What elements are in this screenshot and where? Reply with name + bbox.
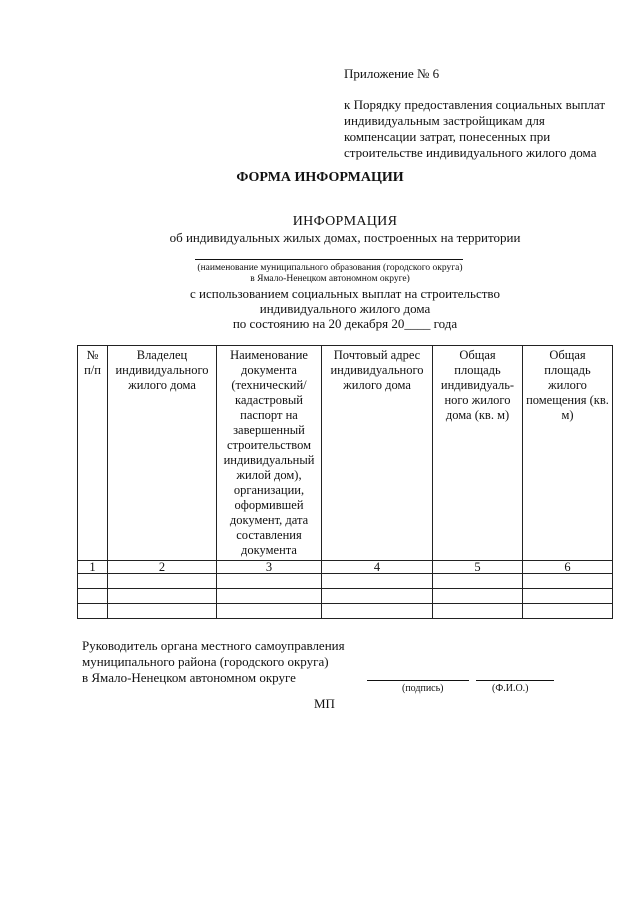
signatory-line: Руководитель органа местного самоуправления [82,638,345,653]
signature-caption: (подпись) [402,683,444,694]
signatory-line: в Ямало-Ненецком автономном округе [82,670,296,685]
appendix-line: к Порядку предоставления социальных выплат [344,97,606,112]
column-number: 4 [322,561,433,574]
name-caption: (Ф.И.О.) [492,683,529,694]
column-number: 2 [108,561,217,574]
info-table [77,345,613,619]
appendix-title: Приложение № 6 [344,66,440,81]
form-title: ФОРМА ИНФОРМАЦИИ [236,170,404,185]
info-line-payments: с использованием социальных выплат на строительство [190,286,500,301]
stamp-place-label: МП [314,696,335,711]
header-cell-number: № п/п [78,346,108,561]
municipality-caption: (наименование муниципального образования (городского округа) [197,263,463,273]
column-number: 5 [433,561,523,574]
signatory-line: муниципального района (городского округа) [82,654,329,669]
header-cell-living-area: Общая площадь жилого помещения (кв. м) [523,346,613,561]
signatory-block [82,638,345,686]
name-fill-line[interactable] [476,680,554,681]
table-header-row [78,346,613,561]
column-number: 3 [217,561,322,574]
header-cell-house-area: Общая площадь индивидуаль-ного жилого дома (кв. м) [433,346,523,561]
info-title: ИНФОРМАЦИЯ [292,214,398,229]
municipality-fill-line[interactable] [195,259,463,260]
table-row[interactable] [78,604,613,619]
header-cell-address: Почтовый адрес индивидуального жилого дома [322,346,433,561]
appendix-line: компенсации затрат, понесенных при [344,129,551,144]
info-line-house: индивидуального жилого дома [259,301,431,316]
info-subtitle: об индивидуальных жилых домах, построенных на территории [169,230,521,245]
appendix-reference [344,97,624,161]
info-line-date: по состоянию на 20 декабря 20____ года [232,316,458,331]
appendix-line: строительстве индивидуального жилого дома [344,145,597,160]
municipality-caption-region: в Ямало-Ненецком автономном округе) [250,274,410,284]
appendix-line: индивидуальным застройщикам для [344,113,545,128]
column-number: 1 [78,561,108,574]
header-cell-document: Наименование документа (технический/ кадастровый паспорт на завершенный строительством индивидуальный жилой дом), организации, оформившей документ, дата составления документа [217,346,322,561]
table-row[interactable] [78,574,613,589]
table-numbering-row [78,561,613,574]
table-row[interactable] [78,589,613,604]
signature-fill-line[interactable] [367,680,469,681]
column-number: 6 [523,561,613,574]
header-cell-owner: Владелец индивидуального жилого дома [108,346,217,561]
